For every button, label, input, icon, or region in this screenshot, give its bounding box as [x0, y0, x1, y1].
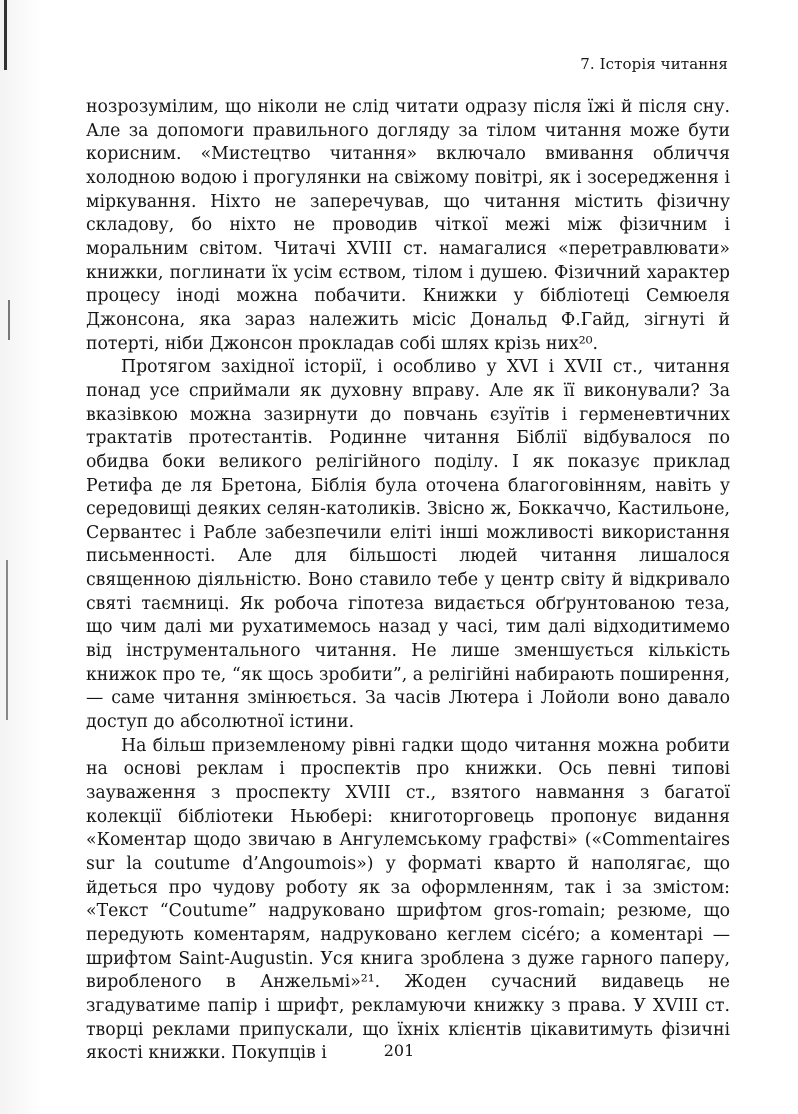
binding-mark	[8, 300, 10, 340]
running-head: 7. Історія читання	[580, 55, 728, 73]
binding-mark	[4, 0, 7, 70]
page-number: 201	[383, 1041, 415, 1060]
body-text	[86, 96, 730, 1066]
binding-mark	[6, 560, 8, 720]
page-binding-shadow	[0, 0, 42, 1114]
paragraph: Протягом західної історії, і особливо у XVI і XVII ст., читання понад усе сприймали як духовну вправу. Але як її виконували? За вказівкою можна зазирнути до повчань єзуїтів і герменевтичних трактатів протестантів. Родинне читання Біблії відбувалося по обидва боки великого релігійного поділу. І як показує приклад Ретифа де ля Бретона, Біблія була оточена благоговінням, навіть у середовищі деяких селян-католиків. Звісно ж, Боккаччо, Кастильоне, Сервантес і Рабле забезпечили еліті інші можливості використання письменності. Але для більшості людей читання лишалося священною діяльністю. Воно ставило тебе у центр світу й відкривало святі таємниці. Як робоча гіпотеза видається обґрунтованою теза, що чим далі ми рухатимемось назад у часі, тим далі відходитимемо від інструментального читання. Не лише зменшується кількість книжок про те, “як щось зробити”, а релігійні набирають поширення, — саме читання змінюється. За часів Лютера і Лойоли воно давало доступ до абсолютної істини.	[86, 357, 730, 733]
paragraph: нозрозумілим, що ніколи не слід читати одразу після їжі й після сну. Але за допомоги правильного догляду за тілом читання може бути корисним. «Мистецтво читання» включало вмивання обличчя холодною водою і прогулянки на свіжому повітрі, як і зосередження і міркування. Ніхто не заперечував, що читання містить фізичну складову, бо ніхто не проводив чіткої межі між фізичним і моральним світом. Читачі XVIII ст. намагалися «перетравлювати» книжки, поглинати їх усім єством, тілом і душею. Фізичний характер процесу іноді можна побачити. Книжки у бібліотеці Семюеля Джонсона, яка зараз належить місіс Дональд Ф.Гайд, зігнуті й потерті, ніби Джонсон прокладав собі шлях крізь них²⁰.	[86, 97, 730, 354]
paragraph: На більш приземленому рівні гадки щодо читання можна робити на основі реклам і проспектів про книжки. Ось певні типові зауваження з проспекту XVIII ст., взятого навмання з багатої колекції бібліотеки Ньюбері: книготорговець пропонує видання «Коментар щодо звичаю в Ангулемському графстві» («Commentaires sur la coutume d’Angoumois») у форматі кварто й наполягає, що йдеться про чудову роботу як за оформленням, так і за змістом: «Текст “Coutume” надруковано шрифтом gros-romain; резюме, що передують коментарям, надруковано кеглем cicéro; а коментарі — шрифтом Saint-Augustin. Уся книга зроблена з дуже гарного паперу, виробленого в Анжельмі»²¹. Жоден сучасний видавець не згадуватиме папір і шрифт, рекламуючи книжку з права. У XVIII ст. творці реклами припускали, що їхніх клієнтів цікавитимуть фізичні якості книжки. Покупців і	[86, 735, 730, 1064]
